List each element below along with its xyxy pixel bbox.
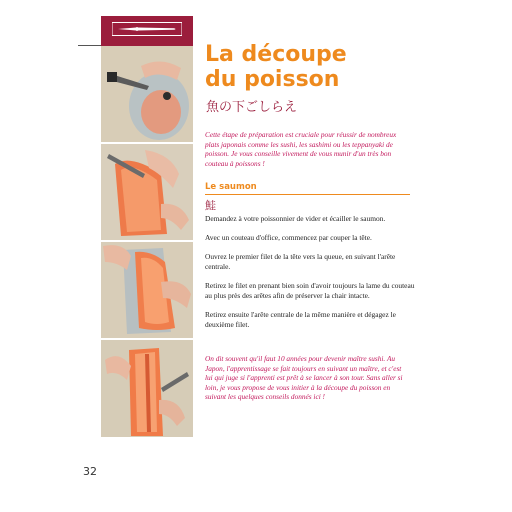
header-band <box>101 16 193 46</box>
title-line-1: La découpe <box>205 42 347 67</box>
photo-salmon-head <box>101 46 193 144</box>
title-line-2: du poisson <box>205 67 340 92</box>
japanese-subtitle: 魚の下ごしらえ <box>206 100 298 115</box>
closing-paragraph: On dit souvent qu'il faut 10 années pour devenir maître sushi. Au Japon, l'apprentissage se fait toujours en suivant un maître, et c'est lui qui juge si l'apprenti est prêt à se lancer à son tour. Sans aller si loin, je vous propose de vous initier à la découpe du poisson en suivant les quelques conseils donnés ici ! <box>205 354 403 402</box>
step-3: Ouvrez le premier filet de la tête vers la queue, en suivant l'arête centrale. <box>205 252 396 271</box>
step-1: Demandez à votre poissonnier de vider et écailler le saumon. <box>205 214 386 223</box>
page-title <box>205 42 485 92</box>
step-2: Avec un couteau d'office, commencez par couper la tête. <box>205 233 372 242</box>
photo-column <box>101 46 193 437</box>
photo-second-fillet <box>101 340 193 437</box>
steps-list <box>205 214 420 339</box>
section-heading: Le saumon <box>205 182 410 195</box>
section-kanji: 鮭 <box>205 199 216 212</box>
step-5: Retirez ensuite l'arête centrale de la même manière et dégagez le deuxième filet. <box>205 310 396 329</box>
page-number: 32 <box>83 465 97 478</box>
step-4: Retirez le filet en prenant bien soin d'avoir toujours la lame du couteau au plus près des arêtes afin de préserver la chair intacte. <box>205 281 415 300</box>
header-rule <box>78 45 101 46</box>
knife-icon <box>112 22 182 41</box>
photo-remove-fillet <box>101 242 193 340</box>
intro-paragraph: Cette étape de préparation est cruciale pour réussir de nombreux plats japonais comme les sushi, les sashimi ou les teppanyaki de poisson. Je vous conseille vivement de vous munir d'un très bon couteau à poissons ! <box>205 130 397 168</box>
photo-open-fillet <box>101 144 193 242</box>
